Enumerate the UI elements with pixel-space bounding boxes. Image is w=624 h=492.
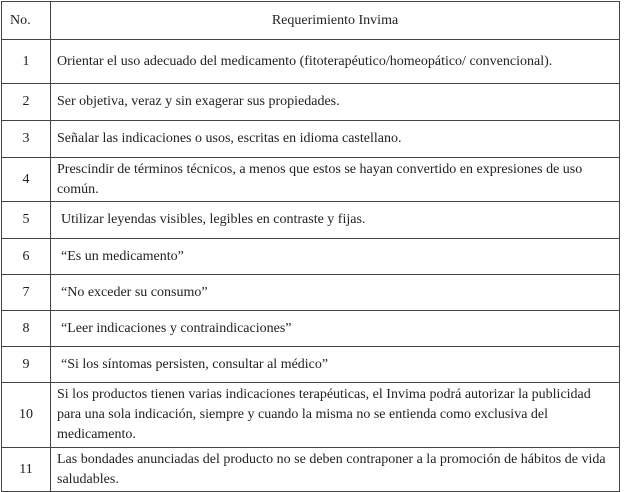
row-number: 10 bbox=[2, 383, 51, 448]
requirements-table bbox=[1, 1, 620, 492]
table-row bbox=[2, 311, 620, 347]
table-row bbox=[2, 383, 620, 448]
table-row bbox=[2, 347, 620, 383]
row-requirement: “Si los síntomas persisten, consultar al médico” bbox=[51, 347, 620, 383]
table-row bbox=[2, 239, 620, 275]
header-row bbox=[2, 2, 620, 40]
row-number: 1 bbox=[2, 40, 51, 84]
row-requirement: Si los productos tienen varias indicaciones terapéuticas, el Invima podrá autorizar la publicidad para una sola indicación, siempre y cuando la misma no se entienda como exclusiva del medicamento. bbox=[51, 383, 620, 448]
row-number: 3 bbox=[2, 121, 51, 158]
row-requirement: “Leer indicaciones y contraindicaciones” bbox=[51, 311, 620, 347]
row-requirement: Ser objetiva, veraz y sin exagerar sus propiedades. bbox=[51, 84, 620, 121]
row-number: 2 bbox=[2, 84, 51, 121]
row-requirement: Prescindir de términos técnicos, a menos que estos se hayan convertido en expresiones de uso común. bbox=[51, 158, 620, 202]
row-requirement: Orientar el uso adecuado del medicamento (fitoterapéutico/homeopático/ convencional). bbox=[51, 40, 620, 84]
table-row bbox=[2, 84, 620, 121]
row-requirement: “Es un medicamento” bbox=[51, 239, 620, 275]
row-number: 7 bbox=[2, 275, 51, 311]
table-row bbox=[2, 121, 620, 158]
header-number: No. bbox=[2, 2, 51, 40]
row-number: 9 bbox=[2, 347, 51, 383]
table-row bbox=[2, 202, 620, 239]
row-number: 6 bbox=[2, 239, 51, 275]
row-number: 4 bbox=[2, 158, 51, 202]
table-row bbox=[2, 275, 620, 311]
row-number: 5 bbox=[2, 202, 51, 239]
row-requirement: Señalar las indicaciones o usos, escritas en idioma castellano. bbox=[51, 121, 620, 158]
row-requirement: “No exceder su consumo” bbox=[51, 275, 620, 311]
row-number: 8 bbox=[2, 311, 51, 347]
row-requirement: Las bondades anunciadas del producto no se deben contraponer a la promoción de hábitos de vida saludables. bbox=[51, 448, 620, 492]
table-row bbox=[2, 158, 620, 202]
table-row bbox=[2, 448, 620, 492]
table-row bbox=[2, 40, 620, 84]
header-requirement: Requerimiento Invima bbox=[51, 2, 620, 40]
row-requirement: Utilizar leyendas visibles, legibles en contraste y fijas. bbox=[51, 202, 620, 239]
row-number: 11 bbox=[2, 448, 51, 492]
